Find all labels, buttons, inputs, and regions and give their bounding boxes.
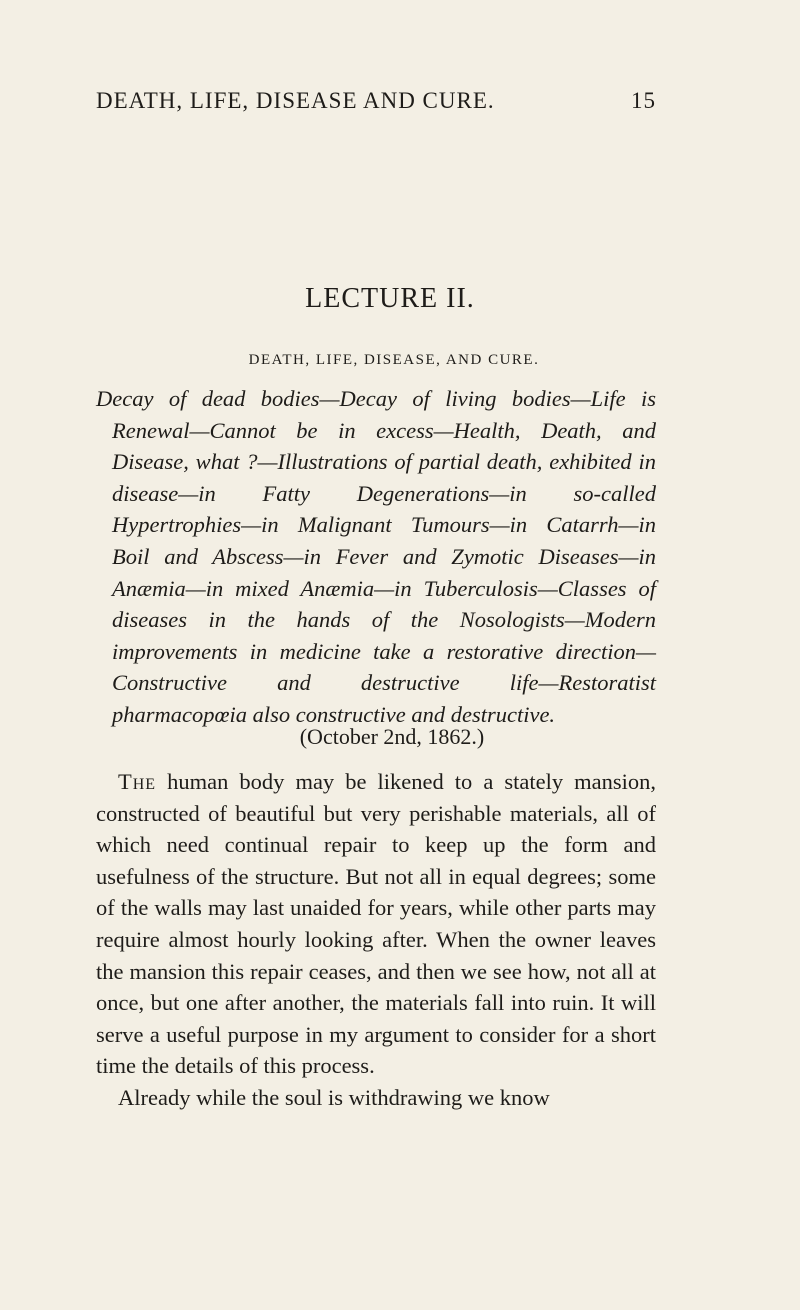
paragraph [96,1082,656,1114]
lecture-date: (October 2nd, 1862.) [299,724,485,749]
page-number: 15 [631,88,656,113]
paragraph [96,766,656,1082]
lecture-subtitle: DEATH, LIFE, DISEASE, AND CURE. [248,352,540,368]
lecture-synopsis: Decay of dead bodies—Decay of living bodies—Life is Renewal—Cannot be in excess—Health, Death, and Disease, what ?—Illustrations of partial death, exhibited in disease—in Fatty Degenerations—in so-called Hypertrophies—in Malignant Tumours—in Catarrh—in Boil and Abscess—in Fever and Zymotic Diseases—in Anæmia—in mixed Anæmia—in Tuberculosis—Classes of diseases in the hands of the Nosologists—Modern improvements in medicine take a restorative direction—Constructive and destructive life—Restoratist pharmacopœia also constructive and destructive. [96,386,656,727]
running-head [96,88,656,114]
paragraph-text: Already while the soul is withdrawing we know [118,1084,550,1110]
opening-word: The [118,769,157,794]
running-head-title: DEATH, LIFE, DISEASE AND CURE. [96,88,495,113]
body-text [96,766,656,1114]
lecture-title: LECTURE II. [305,283,475,314]
paragraph-text: human body may be likened to a stately mansion, constructed of beautiful but very perishable materials, all of which need continual repair to keep up the form and usefulness of the structure. But not all in equal degrees; some of the walls may last unaided for years, while other parts may require almost hourly looking after. When the owner leaves the mansion this repair ceases, and then we see how, not all at once, but one after another, the materials fall into ruin. It will serve a useful purpose in my argument to consider for a short time the details of this process. [96,769,656,1079]
